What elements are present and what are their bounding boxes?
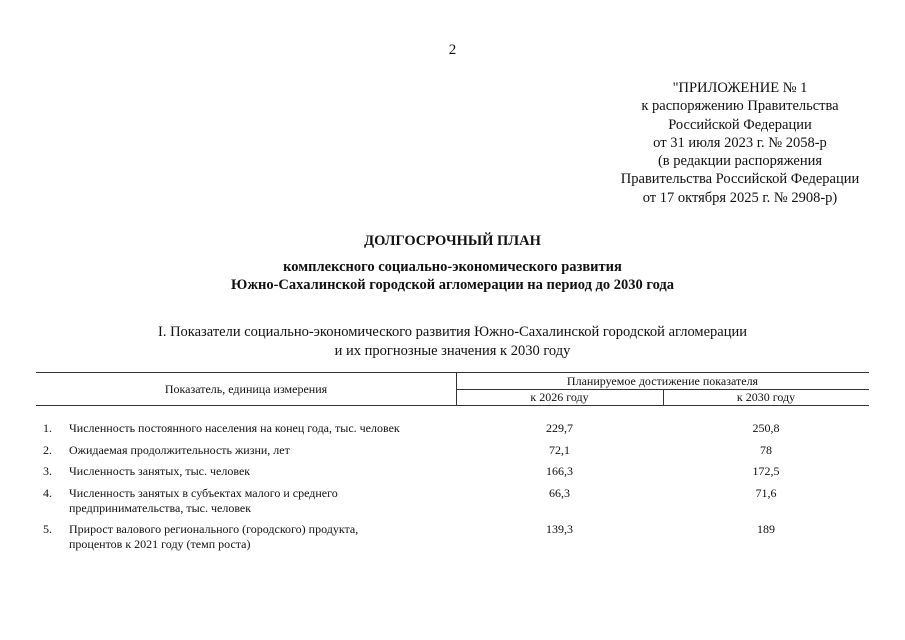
- table-top-rule: [36, 372, 869, 373]
- table-row-value-2030: 78: [760, 443, 772, 457]
- table-row-number: 2.: [43, 443, 52, 457]
- table-row-value-2026: 139,3: [546, 522, 573, 536]
- table-row-number: 5.: [43, 522, 52, 536]
- table-row-label: Ожидаемая продолжительность жизни, лет: [69, 443, 290, 457]
- document-subtitle: [0, 258, 905, 294]
- appendix-line: (в редакции распоряжения: [657, 153, 823, 170]
- table-row-label: Прирост валового регионального (городского) продукта, процентов к 2021 году (темп роста): [69, 522, 359, 551]
- table-row-value-2030: 172,5: [752, 464, 780, 478]
- table-row-value-2026: 166,3: [546, 464, 573, 478]
- appendix-line: от 17 октября 2025 г. № 2908-р): [642, 189, 838, 206]
- table-row-number: 1.: [43, 421, 52, 435]
- section-heading-line: I. Показатели социально-экономического развития Южно-Сахалинской городской агломерации: [157, 324, 747, 340]
- table-row-value-2030: 250,8: [752, 421, 780, 435]
- table-row-label: Численность постоянного населения на конец года, тыс. человек: [69, 421, 400, 435]
- section-heading-line: и их прогнозные значения к 2030 году: [334, 342, 571, 359]
- appendix-line: "ПРИЛОЖЕНИЕ № 1: [672, 80, 808, 96]
- section-heading: [0, 323, 905, 360]
- table-row-value-2026: 72,1: [549, 443, 570, 457]
- appendix-line: Российской Федерации: [668, 116, 812, 133]
- table-header-2030: к 2030 году: [736, 390, 796, 404]
- table-row-number: 4.: [43, 486, 52, 500]
- table-header-planned: Планируемое достижение показателя: [566, 374, 759, 388]
- document-title: ДОЛГОСРОЧНЫЙ ПЛАН: [364, 233, 541, 249]
- appendix-line: к распоряжению Правительства: [641, 98, 839, 115]
- table-header-bottom-rule: [36, 405, 869, 406]
- table-header-2026: к 2026 году: [530, 390, 589, 404]
- table-row-value-2026: 229,7: [546, 421, 573, 435]
- table-row-number: 3.: [43, 464, 52, 478]
- table-header-indicator: Показатель, единица измерения: [164, 382, 328, 396]
- table-row-value-2030: 71,6: [755, 486, 777, 500]
- table-row-label: Численность занятых, тыс. человек: [69, 464, 251, 478]
- appendix-block: [560, 79, 905, 207]
- table-row-value-2030: 189: [757, 522, 775, 536]
- page-number: 2: [448, 42, 457, 58]
- subtitle-line: Южно-Сахалинской городской агломерации на период до 2030 года: [230, 277, 675, 293]
- table-row-value-2026: 66,3: [549, 486, 570, 500]
- table-row-label: Численность занятых в субъектах малого и среднего предпринимательства, тыс. человек: [69, 486, 338, 515]
- subtitle-line: комплексного социально-экономического развития: [283, 259, 622, 275]
- appendix-line: Правительства Российской Федерации: [620, 171, 860, 188]
- appendix-line: от 31 июля 2023 г. № 2058-р: [653, 134, 827, 151]
